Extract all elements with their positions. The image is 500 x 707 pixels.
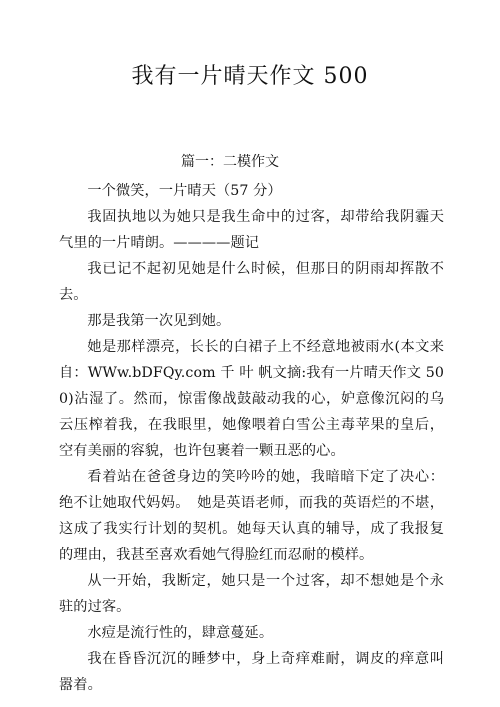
paragraph: 我在昏昏沉沉的睡梦中，身上奇痒难耐，调皮的痒意叫嚣着。 bbox=[59, 651, 444, 693]
paragraph: 从一开始，我断定，她只是一个过客，却不想她是个永驻的过客。 bbox=[59, 573, 444, 615]
paragraph: 那是我第一次见到她。 bbox=[87, 313, 231, 329]
document-title: 我有一片晴天作文 500 bbox=[131, 64, 369, 89]
paragraph: 我固执地以为她只是我生命中的过客，却带给我阴霾天气里的一片晴朗。————题记 bbox=[59, 209, 444, 251]
document-body bbox=[59, 178, 444, 698]
paragraph: 看着站在爸爸身边的笑吟吟的她，我暗暗下定了决心：绝不让她取代妈妈。 她是英语老师，而我的英语烂的不堪，这成了我实行计划的契机。她每天认真的辅导，成了我报复的理由，我甚至喜欢看她气得脸红而忍耐的模样。 bbox=[59, 469, 444, 563]
paragraph: 一个微笑，一片晴天（57 分） bbox=[87, 183, 282, 199]
paragraph: 水痘是流行性的，肆意蔓延。 bbox=[87, 625, 274, 641]
paragraph: 她是那样漂亮，长长的白裙子上不经意地被雨水(本文来自：WWw.bDFQy.com 千 叶 帆文摘:我有一片晴天作文 500)沾湿了。然而，惊雷像战鼓敲动我的心，妒意像沉闷的乌云压榨着我，在我眼里，她像喂着白雪公主毒苹果的皇后，空有美丽的容貌，也许包裹着一颗丑恶的心。 bbox=[59, 339, 444, 459]
paragraph: 我已记不起初见她是什么时候，但那日的阴雨却挥散不去。 bbox=[59, 261, 444, 303]
section-heading: 篇一：二模作文 bbox=[181, 154, 279, 170]
